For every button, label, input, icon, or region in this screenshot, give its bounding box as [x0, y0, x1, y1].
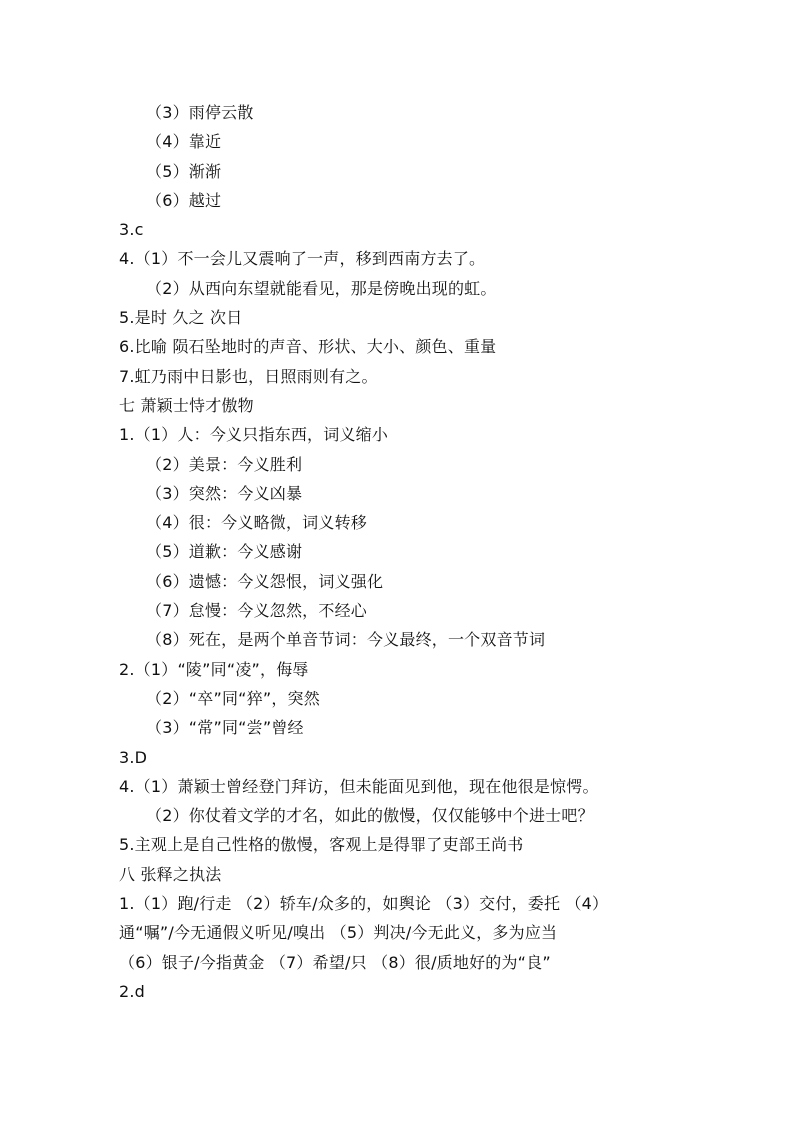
answer-line: 4.（1）萧颖士曾经登门拜访，但未能面见到他，现在他很是惊愕。	[119, 776, 599, 796]
answer-line: 7.虹乃雨中日影也，日照雨则有之。	[119, 366, 378, 386]
answer-line: （2）从西向东望就能看见，那是傍晚出现的虹。	[146, 278, 497, 298]
section-heading: 八 张释之执法	[119, 864, 222, 884]
answer-line: （5）道歉：今义感谢	[146, 542, 303, 562]
answer-line: 3.c	[119, 220, 144, 240]
answer-line: （6）遗憾：今义怨恨，词义强化	[146, 571, 384, 591]
answer-line: （3）突然：今义凶暴	[146, 483, 303, 503]
answer-line: （2）“卒”同“猝”，突然	[146, 688, 320, 708]
answer-line: （4）很：今义略微，词义转移	[146, 513, 367, 533]
answer-line: （6）银子/今指黄金 （7）希望/只 （8）很/质地好的为“良”	[119, 952, 551, 972]
answer-line: 5.是时 久之 次日	[119, 308, 243, 328]
answer-line: （2）美景：今义胜利	[146, 454, 303, 474]
answer-line: 2.（1）“陵”同“凌”，侮辱	[119, 659, 309, 679]
answer-line: 4.（1）不一会儿又震响了一声，移到西南方去了。	[119, 249, 486, 269]
answer-line: 1.（1）人：今义只指东西，词义缩小	[119, 425, 389, 445]
answer-line: （5）渐渐	[146, 161, 222, 181]
answer-line: （3）雨停云散	[146, 103, 254, 122]
answer-line: 5.主观上是自己性格的傲慢，客观上是得罪了吏部王尚书	[119, 835, 524, 855]
answer-line: 通“嘱”/今无通假义听见/嗅出 （5）判决/今无此义，多为应当	[119, 923, 558, 943]
answer-line: （4）靠近	[146, 132, 222, 152]
section-heading: 七 萧颖士恃才傲物	[119, 395, 254, 415]
answer-line: （2）你仗着文学的才名，如此的傲慢，仅仅能够中个进士吧？	[146, 806, 594, 826]
answer-line: 2.d	[119, 981, 146, 1001]
answer-line: （7）怠慢：今义忽然，不经心	[146, 601, 367, 621]
answer-line: 3.D	[119, 747, 148, 767]
answer-line: （8）死在，是两个单音节词：今义最终，一个双音节词	[146, 630, 546, 650]
answer-text-block	[119, 98, 699, 1006]
answer-line: 1.（1）跑/行走 （2）轿车/众多的，如舆论 （3）交付，委托 （4）	[119, 894, 609, 914]
answer-line: （3）“常”同“尝”曾经	[146, 718, 304, 738]
answer-line: （6）越过	[146, 190, 222, 210]
answer-line: 6.比喻 陨石坠地时的声音、形状、大小、颜色、重量	[119, 337, 497, 357]
